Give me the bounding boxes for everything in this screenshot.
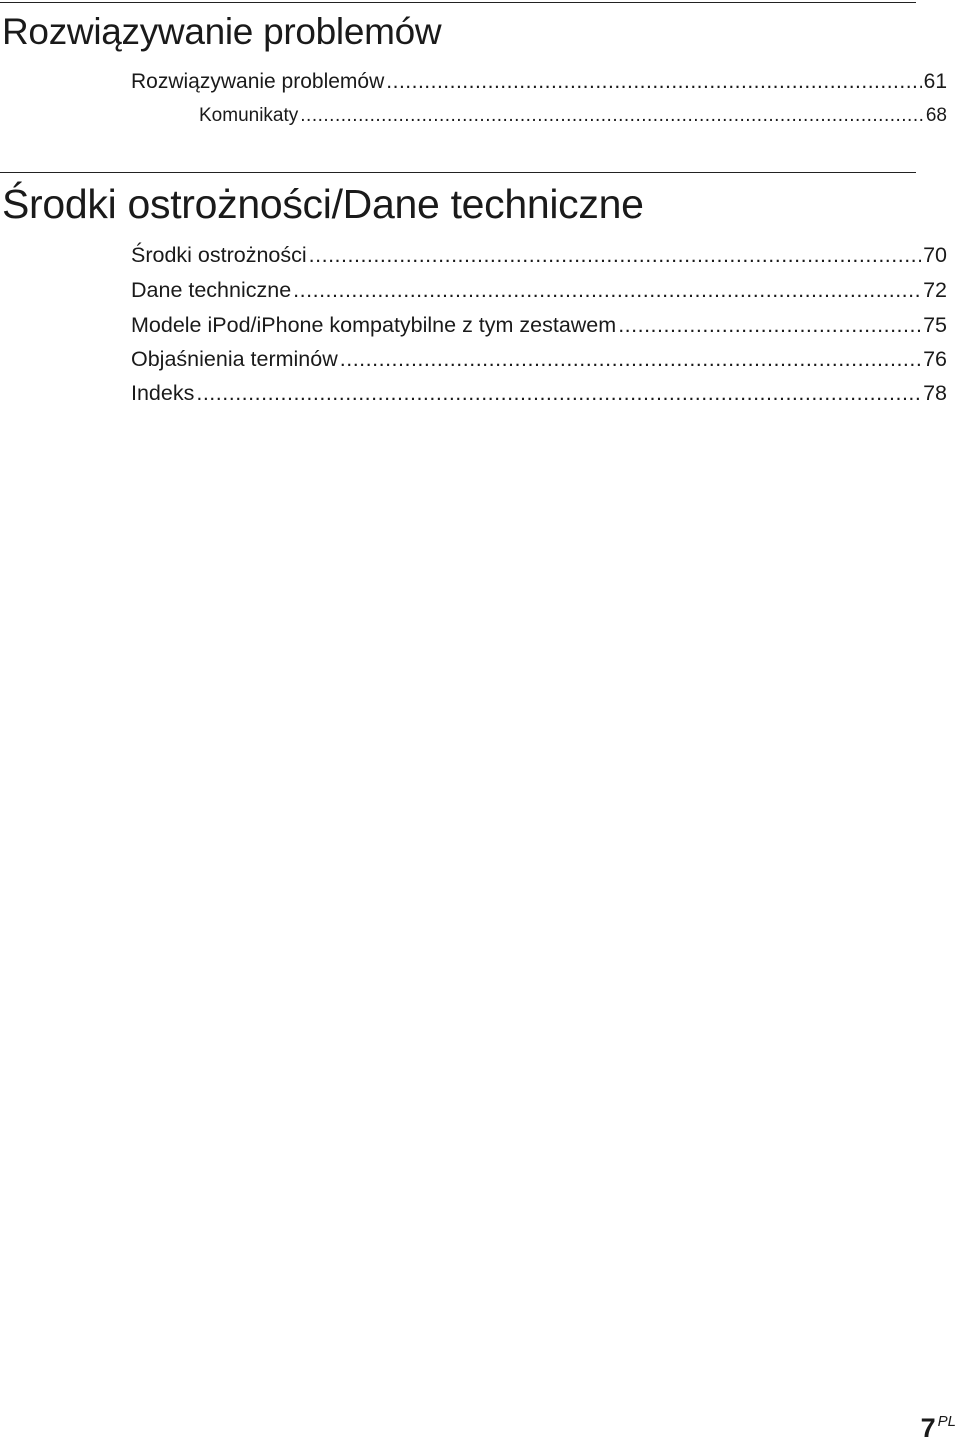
section-divider bbox=[0, 172, 916, 173]
toc-entry-label: Indeks bbox=[131, 381, 195, 405]
toc-leader-dots bbox=[340, 344, 921, 374]
page-number: 7 bbox=[920, 1413, 936, 1443]
toc-entry-troubleshooting[interactable] bbox=[131, 68, 947, 96]
language-code: PL bbox=[937, 1413, 956, 1430]
toc-entry-label: Objaśnienia terminów bbox=[131, 347, 338, 371]
toc-entry-page: 61 bbox=[923, 70, 947, 93]
toc-entry-messages[interactable] bbox=[199, 102, 947, 130]
toc-leader-dots bbox=[618, 310, 921, 340]
toc-leader-dots bbox=[293, 275, 921, 305]
toc-leader-dots bbox=[386, 68, 921, 96]
toc-leader-dots bbox=[309, 240, 921, 270]
section-title: Rozwiązywanie problemów bbox=[2, 11, 442, 52]
toc-entry-page: 70 bbox=[923, 243, 947, 267]
toc-entry-page: 75 bbox=[923, 313, 947, 337]
page-folio bbox=[921, 1413, 956, 1443]
toc-entry-compatible-models[interactable] bbox=[131, 310, 947, 340]
toc-entry-glossary[interactable] bbox=[131, 344, 947, 374]
toc-entry-page: 78 bbox=[923, 381, 947, 405]
section-title: Środki ostrożności/Dane techniczne bbox=[2, 181, 644, 227]
toc-entry-page: 76 bbox=[923, 347, 947, 371]
toc-entry-label: Komunikaty bbox=[199, 105, 299, 126]
toc-entry-page: 72 bbox=[923, 278, 947, 302]
toc-entry-label: Dane techniczne bbox=[131, 278, 292, 302]
toc-entry-label: Modele iPod/iPhone kompatybilne z tym zestawem bbox=[131, 313, 617, 337]
toc-leader-dots bbox=[300, 102, 924, 130]
section-divider bbox=[0, 2, 916, 3]
toc-entry-label: Rozwiązywanie problemów bbox=[131, 70, 385, 93]
toc-entry-label: Środki ostrożności bbox=[131, 243, 307, 267]
toc-entry-index[interactable] bbox=[131, 378, 947, 408]
toc-entry-precautions[interactable] bbox=[131, 240, 947, 270]
toc-entry-specifications[interactable] bbox=[131, 275, 947, 305]
toc-entry-page: 68 bbox=[925, 105, 947, 126]
toc-leader-dots bbox=[196, 378, 921, 408]
